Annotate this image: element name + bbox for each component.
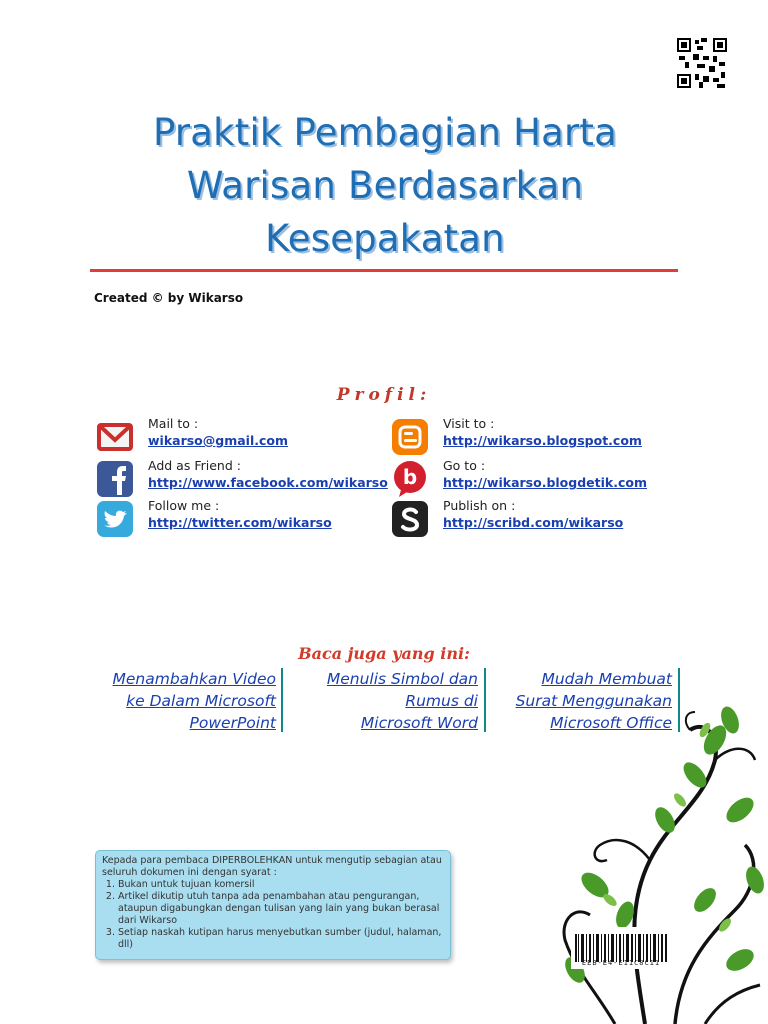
- contact-link[interactable]: http://wikarso.blogdetik.com: [443, 475, 647, 490]
- article-line: Menambahkan Video: [112, 670, 276, 688]
- contact-link[interactable]: http://wikarso.blogspot.com: [443, 433, 642, 448]
- contact-link[interactable]: http://twitter.com/wikarso: [148, 515, 332, 530]
- title-line-1: Praktik Pembagian Harta: [152, 111, 618, 154]
- notice-item: 2. Artikel dikutip utuh tanpa ada penambahan atau pengurangan, ataupun digabungkan dengan tulisan yang lain yang bukan berasal dari Wikarso: [118, 891, 444, 927]
- svg-text:b: b: [402, 465, 418, 489]
- profil-heading: Profil:: [336, 385, 432, 405]
- article-line: Rumus di: [405, 692, 478, 710]
- article-line: Surat Menggunakan: [515, 692, 672, 710]
- article-line: Mudah Membuat: [541, 670, 672, 688]
- scribd-icon: [391, 500, 429, 538]
- notice-item: 3. Setiap naskah kutipan harus menyebutkan sumber (judul, halaman, dll): [118, 927, 444, 951]
- contact-link[interactable]: http://scribd.com/wikarso: [443, 515, 624, 530]
- article-line: Microsoft Office: [550, 714, 672, 732]
- notice-item: 1. Bukan untuk tujuan komersil: [118, 879, 444, 891]
- barcode-number: EEB-E4-E11C8C11: [581, 959, 661, 967]
- contact-label: Publish on :: [443, 498, 516, 513]
- contact-link[interactable]: wikarso@gmail.com: [148, 433, 289, 448]
- contact-label: Mail to :: [148, 416, 199, 431]
- decorative-vine-icon: [555, 700, 768, 1024]
- contact-label: Go to :: [443, 458, 486, 473]
- contact-link[interactable]: http://www.facebook.com/wikarso: [148, 475, 388, 490]
- contact-label: Visit to :: [443, 416, 495, 431]
- document-title: [60, 106, 710, 265]
- article-separator: [281, 668, 283, 732]
- article-separator: [484, 668, 486, 732]
- title-divider: [90, 269, 678, 272]
- related-heading: Baca juga yang ini:: [298, 644, 470, 663]
- related-article-symbol[interactable]: [300, 668, 478, 734]
- article-line: ke Dalam Microsoft: [126, 692, 276, 710]
- contact-label: Add as Friend :: [148, 458, 241, 473]
- twitter-icon: [96, 500, 134, 538]
- blogdetik-icon: [391, 460, 429, 498]
- related-article-video[interactable]: [96, 668, 276, 734]
- contact-label: Follow me :: [148, 498, 220, 513]
- article-line: PowerPoint: [189, 714, 276, 732]
- title-line-2: Warisan Berdasarkan: [186, 164, 584, 207]
- article-line: Menulis Simbol dan: [326, 670, 478, 688]
- qr-code-icon: [677, 38, 727, 88]
- author-credit: Created © by Wikarso: [94, 291, 244, 305]
- article-line: Microsoft Word: [360, 714, 478, 732]
- title-line-3: Kesepakatan: [265, 217, 505, 260]
- facebook-icon: [96, 460, 134, 498]
- blogger-icon: [391, 418, 429, 456]
- copy-permission-notice: [95, 850, 451, 960]
- notice-list: [102, 879, 444, 951]
- notice-intro: Kepada para pembaca DIPERBOLEHKAN untuk mengutip sebagian atau seluruh dokumen ini dengan syarat :: [102, 855, 442, 878]
- gmail-icon: [96, 418, 134, 456]
